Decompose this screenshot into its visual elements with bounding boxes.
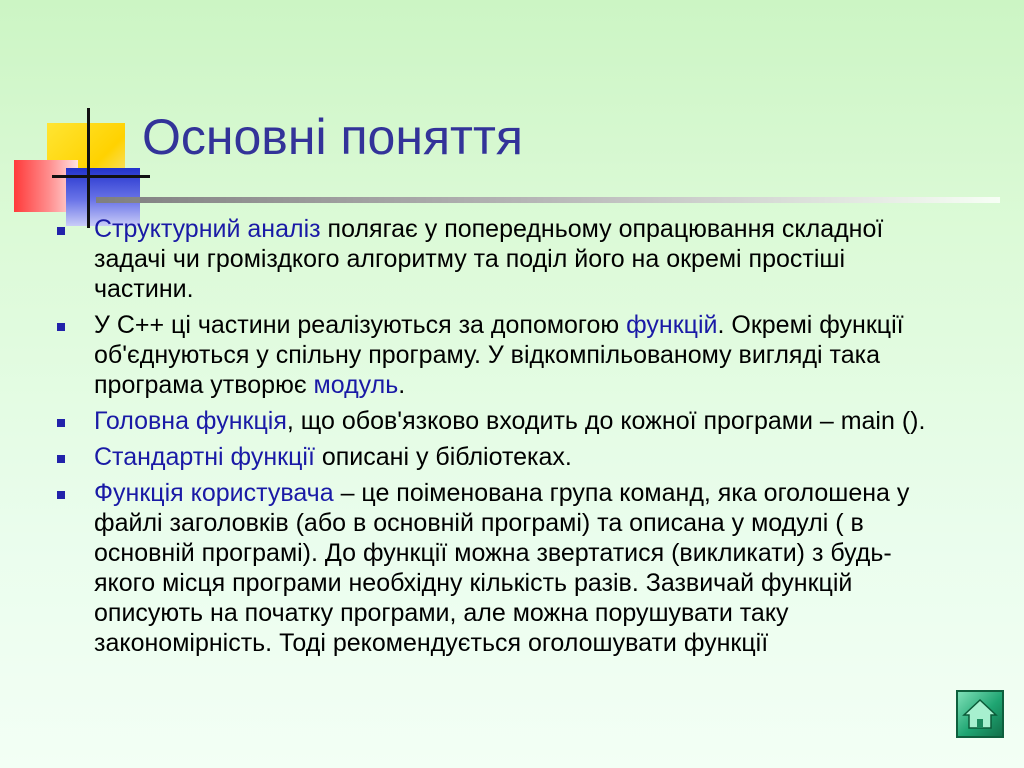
bullet-item-main-function [50, 406, 950, 436]
slide-title: Основні поняття [142, 109, 523, 165]
bullet-text: . Окремі функції об'єднуються у спільну програму. У відкомпільованому вигляді така програма утворює [94, 311, 904, 399]
term-structural-analysis: Структурний аналіз [94, 215, 321, 243]
square-bullet-icon [57, 323, 65, 331]
bullet-text: , що обов'язково входить до кожної програми – main (). [286, 407, 926, 435]
bullet-list [50, 214, 950, 664]
bullet-text: У С++ ці частини реалізуються за допомогою [94, 311, 627, 339]
bullet-text: . [398, 371, 406, 399]
horizontal-line [52, 175, 150, 178]
vertical-line [87, 108, 90, 228]
bullet-text: описані у бібліотеках. [314, 443, 572, 471]
bullet-item-cpp-functions [50, 310, 950, 400]
bullet-item-structural-analysis [50, 214, 950, 304]
square-bullet-icon [57, 227, 65, 235]
bullet-item-standard-functions [50, 442, 950, 472]
term-main-function: Головна функція [94, 407, 287, 435]
bullet-text: – це поіменована група команд, яка оголошена у файлі заголовків (або в основній програмі) та описана у модулі ( в основній програмі). До функції можна звертатися (викликати) з будь-якого місця програми необхідну кількість разів. Зазвичай функцій описують на початку програми, але можна порушувати таку закономірність. Тоді рекомендується оголошувати функції [94, 479, 910, 657]
bullet-item-user-function [50, 478, 950, 658]
home-button[interactable] [956, 690, 1004, 738]
title-divider [96, 197, 1000, 203]
term-user-function: Функція користувача [94, 479, 334, 507]
square-bullet-icon [57, 419, 65, 427]
square-bullet-icon [57, 455, 65, 463]
term-functions: функцій [626, 311, 718, 339]
decorative-squares [0, 0, 150, 230]
bullet-text: полягає у попередньому опрацювання складної задачі чи громіздкого алгоритму та поділ його на окремі простіші частини. [94, 215, 884, 303]
home-icon [958, 692, 1002, 736]
square-bullet-icon [57, 491, 65, 499]
term-standard-functions: Стандартні функції [94, 443, 315, 471]
term-module: модуль [313, 371, 399, 399]
